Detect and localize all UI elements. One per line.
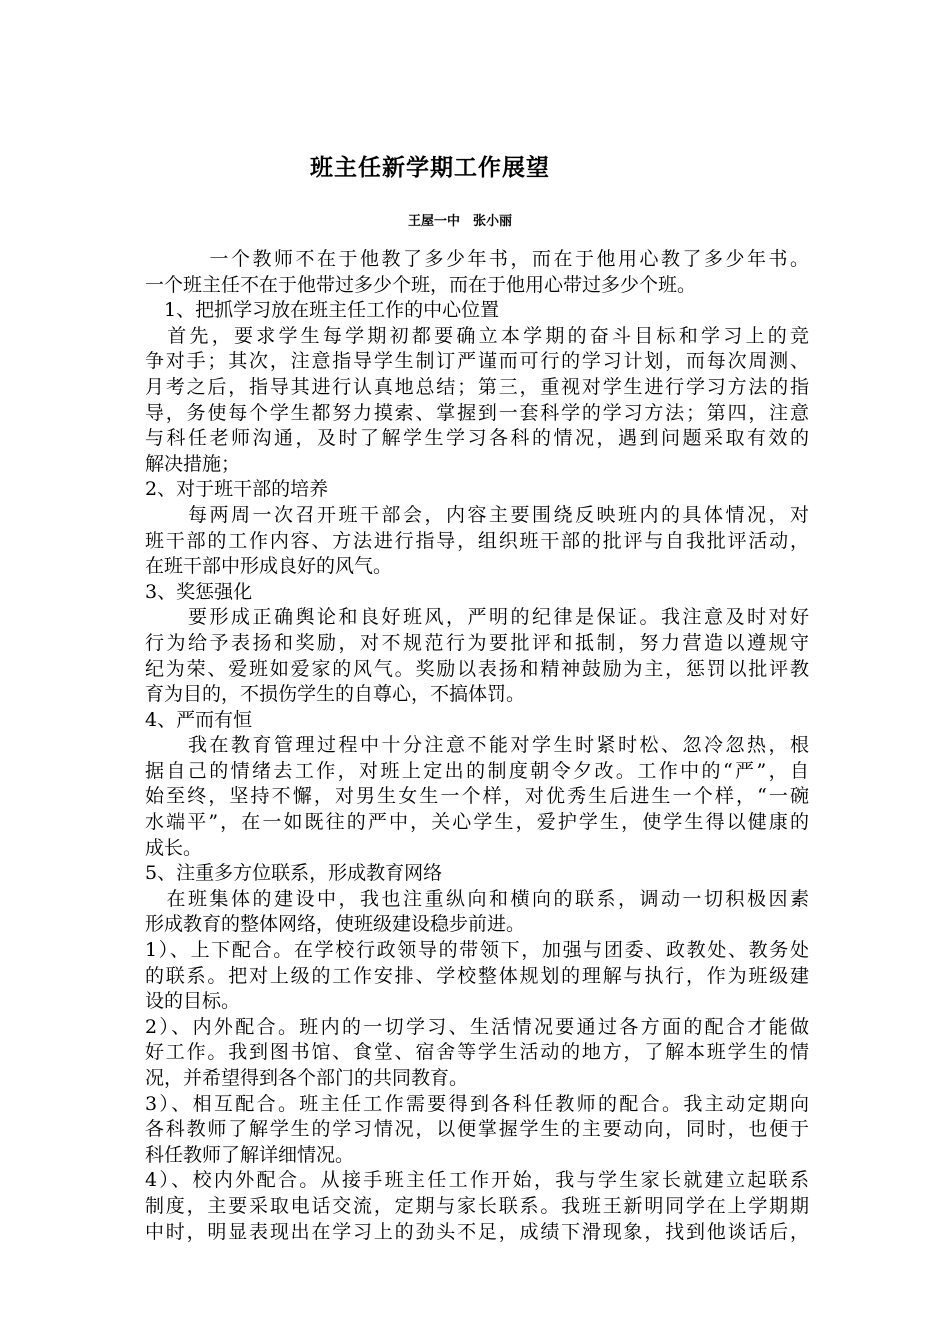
body-text-line: 设的目标。 bbox=[145, 990, 241, 1013]
body-text-line: 的联系。把对上级的工作安排、学校整体规划的理解与执行，作为班级建 bbox=[145, 964, 809, 987]
body-text-line: 育为目的，不损伤学生的自尊心，不搞体罚。 bbox=[145, 683, 526, 706]
body-text-line: 在班干部中形成良好的风气。 bbox=[145, 555, 393, 578]
body-text-line: 形成教育的整体网络，使班级建设稳步前进。 bbox=[145, 913, 526, 936]
section-heading-line: 4、严而有恒 bbox=[145, 708, 253, 731]
body-text-line: 一个教师不在于他教了多少年书，而在于他用心教了多少年书。 bbox=[145, 248, 809, 270]
body-text-line: 纪为荣、爱班如爱家的风气。奖励以表扬和精神鼓励为主，惩罚以批评教 bbox=[145, 657, 809, 680]
body-text-line: 成长。 bbox=[145, 836, 203, 859]
body-text-line: 一个班主任不在于他带过多少个班，而在于他用心带过多少个班。 bbox=[145, 273, 697, 296]
body-text-line: 各科教师了解学生的学习情况，以便掌握学生的主要动向，同时，也便于 bbox=[145, 1118, 809, 1141]
section-heading-line: 5、注重多方位联系，形成教育网络 bbox=[145, 862, 443, 885]
document-body bbox=[145, 247, 809, 1245]
body-text-line: 要形成正确舆论和良好班风，严明的纪律是保证。我注意及时对好 bbox=[145, 606, 809, 629]
body-text-line: 月考之后，指导其进行认真地总结；第三，重视对学生进行学习方法的指 bbox=[145, 375, 809, 398]
body-text-line: 始至终，坚持不懈，对男生女生一个样，对优秀生后进生一个样，“一碗 bbox=[145, 785, 809, 808]
body-text-line: 3）、相互配合。班主任工作需要得到各科任教师的配合。我主动定期向 bbox=[145, 1092, 809, 1115]
body-text-line: 好工作。我到图书馆、食堂、宿舍等学生活动的地方，了解本班学生的情 bbox=[145, 1041, 809, 1064]
body-text-line: 科任教师了解详细情况。 bbox=[145, 1143, 355, 1166]
section-heading-line: 1、把抓学习放在班主任工作的中心位置 bbox=[145, 299, 500, 322]
body-text-line: 首先，要求学生每学期初都要确立本学期的奋斗目标和学习上的竞 bbox=[145, 324, 809, 347]
body-text-line: 与科任老师沟通，及时了解学生学习各科的情况，遇到问题采取有效的 bbox=[145, 427, 809, 450]
body-text-line: 据自己的情绪去工作，对班上定出的制度朝令夕改。工作中的“严”，自 bbox=[145, 759, 809, 782]
section-heading-line: 2、对于班干部的培养 bbox=[145, 478, 329, 501]
body-text-line: 1）、上下配合。在学校行政领导的带领下，加强与团委、政教处、教务处 bbox=[145, 939, 809, 962]
body-text-line: 行为给予表扬和奖励，对不规范行为要批评和抵制，努力营造以遵规守 bbox=[145, 631, 809, 654]
body-text-line: 导，务使每个学生都努力摸索、掌握到一套科学的学习方法；第四，注意 bbox=[145, 401, 809, 424]
body-text-line: 争对手；其次，注意指导学生制订严谨而可行的学习计划，而每次周测、 bbox=[145, 350, 809, 373]
body-text-line: 水端平”，在一如既往的严中，关心学生，爱护学生，使学生得以健康的 bbox=[145, 811, 809, 834]
body-text-line: 况，并希望得到各个部门的共同教育。 bbox=[145, 1067, 469, 1089]
body-text-line: 在班集体的建设中，我也注重纵向和横向的联系，调动一切积极因素 bbox=[145, 887, 809, 910]
body-text-line: 解决措施； bbox=[145, 452, 241, 475]
body-text-line: 我在教育管理过程中十分注意不能对学生时紧时松、忽冷忽热，根 bbox=[145, 734, 809, 757]
document-byline: 王屋一中 张小丽 bbox=[407, 214, 512, 229]
body-text-line: 班干部的工作内容、方法进行指导，组织班干部的批评与自我批评活动， bbox=[145, 529, 809, 552]
body-text-line: 中时，明显表现出在学习上的劲头不足，成绩下滑现象，找到他谈话后， bbox=[145, 1220, 809, 1243]
section-heading-line: 3、奖惩强化 bbox=[145, 580, 253, 603]
document-title: 班主任新学期工作展望 bbox=[310, 155, 550, 181]
body-text-line: 4）、校内外配合。从接手班主任工作开始，我与学生家长就建立起联系 bbox=[145, 1169, 809, 1192]
body-text-line: 制度，主要采取电话交流，定期与家长联系。我班王新明同学在上学期期 bbox=[145, 1194, 809, 1217]
body-text-line: 每两周一次召开班干部会，内容主要围绕反映班内的具体情况，对 bbox=[145, 503, 809, 526]
body-text-line: 2）、内外配合。班内的一切学习、生活情况要通过各方面的配合才能做 bbox=[145, 1015, 809, 1038]
